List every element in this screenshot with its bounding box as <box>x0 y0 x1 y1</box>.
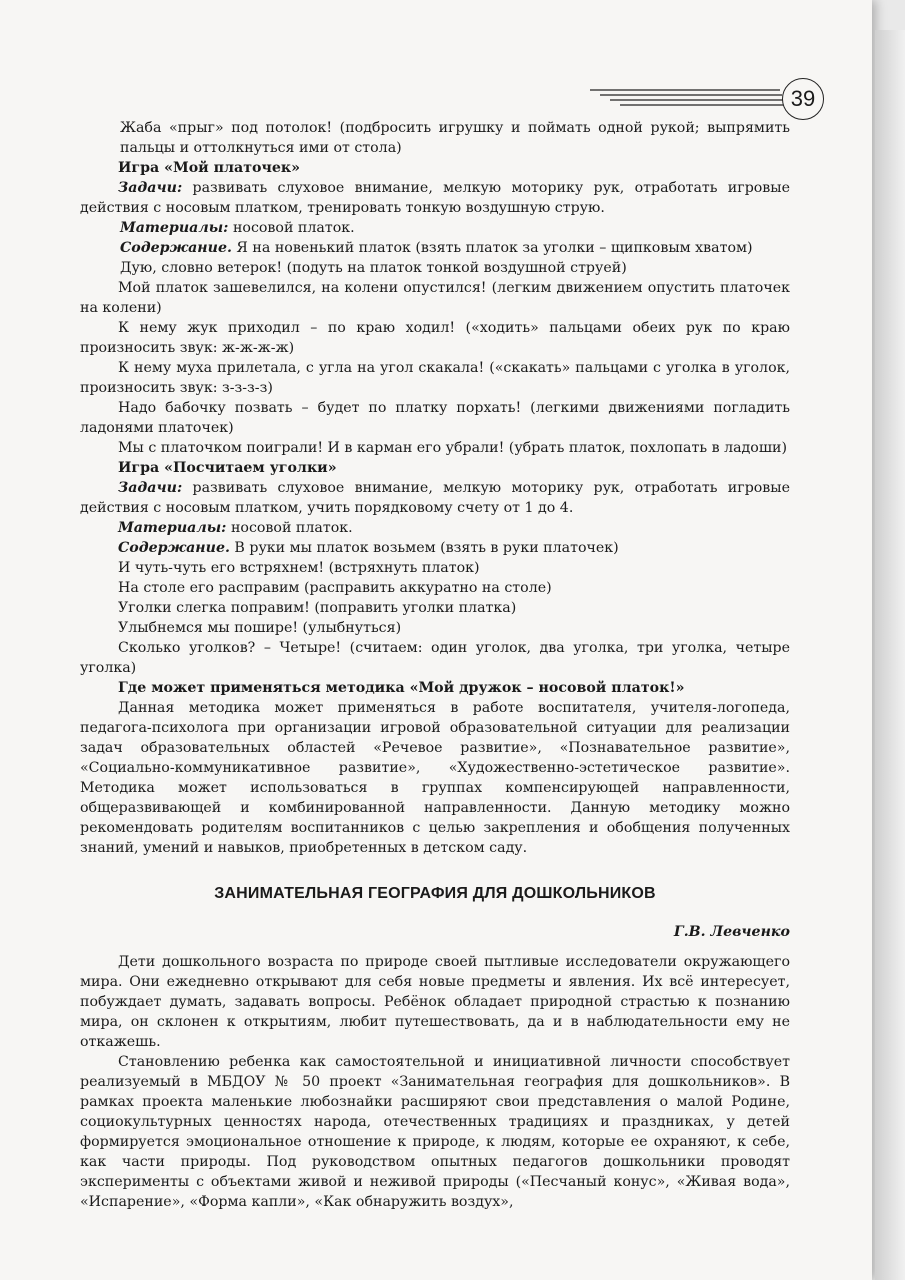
game2-line: На столе его расправим (расправить аккуратно на столе) <box>118 580 552 596</box>
game2-line: Уголки слегка поправим! (поправить уголки платка) <box>118 600 517 616</box>
game1-line: Мой платок зашевелился, на колени опустился! (легким движением опустить платочек на колени) <box>80 280 790 316</box>
game1-materials-text: носовой платок. <box>228 220 355 236</box>
game2-line: Сколько уголков? – Четыре! (считаем: один уголок, два уголка, три уголка, четыре уголка) <box>80 640 790 676</box>
rhyme-line <box>80 118 790 158</box>
game1-line: Надо бабочку позвать – будет по платку порхать! (легкими движениями погладить ладонями платочек) <box>80 400 790 436</box>
game2-materials-label: Материалы: <box>118 520 227 536</box>
game1-content <box>80 238 790 258</box>
game2-tasks <box>80 478 790 518</box>
game1-title: Игра «Мой платочек» <box>118 160 301 176</box>
article-title: ЗАНИМАТЕЛЬНАЯ ГЕОГРАФИЯ ДЛЯ ДОШКОЛЬНИКОВ <box>214 885 656 902</box>
game2-tasks-text: развивать слуховое внимание, мелкую моторику рук, отработать игровые действия с носовым платком, учить порядковому счету от 1 до 4. <box>80 480 790 516</box>
where-paragraph: Данная методика может применяться в работе воспитателя, учителя-логопеда, педагога-психолога при организации игровой образовательной ситуации для реализации задач образовательных областей «Речевое развитие», «Познавательное развитие», «Социально-коммуникативное развитие», «Художественно-эстетическое развитие». Методика может использоваться в группах компенсирующей направленности, общеразвивающей и комбинированной направленности. Данную методику можно рекомендовать родителям воспитанников с целью закрепления и обобщения полученных знаний, умений и навыков, приобретенных в детском саду. <box>80 700 790 856</box>
game2-tasks-label: Задачи: <box>118 480 183 496</box>
rhyme-text: Жаба «прыг» под потолок! (подбросить игрушку и поймать одной рукой; выпрямить пальцы и оттолкнуться ими от стола) <box>120 120 790 156</box>
header-decoration <box>590 82 790 112</box>
game1-tasks <box>80 178 790 218</box>
next-page-edge <box>875 30 905 1280</box>
game2-content-1: В руки мы платок возьмем (взять в руки платочек) <box>229 540 619 556</box>
game2-line: И чуть-чуть его встряхнем! (встряхнуть платок) <box>118 560 480 576</box>
where-title: Где может применяться методика «Мой дружок – носовой платок!» <box>118 680 685 696</box>
game1-content-label: Содержание. <box>120 240 232 256</box>
game1-tasks-label: Задачи: <box>118 180 183 196</box>
article-author: Г.В. Левченко <box>673 924 790 940</box>
game1-line: К нему муха прилетала, с угла на угол скакала! («скакать» пальцами с уголка в уголок, произносить звук: з-з-з-з) <box>80 360 790 396</box>
game1-line: К нему жук приходил – по краю ходил! («ходить» пальцами обеих рук по краю произносить звук: ж-ж-ж-ж) <box>80 320 790 356</box>
game2-materials-text: носовой платок. <box>226 520 353 536</box>
game2-materials <box>80 518 790 538</box>
game1-line: Мы с платочком поиграли! И в карман его убрали! (убрать платок, похлопать в ладоши) <box>118 440 788 456</box>
page-number: 39 <box>782 78 824 120</box>
page-body <box>80 118 790 1212</box>
game2-line: Улыбнемся мы пошире! (улыбнуться) <box>118 620 402 636</box>
game1-content-1: Я на новенький платок (взять платок за уголки – щипковым хватом) <box>231 240 753 256</box>
game1-tasks-text: развивать слуховое внимание, мелкую моторику рук, отработать игровые действия с носовым платком, тренировать тонкую воздушную струю. <box>80 180 790 216</box>
game1-line: Дую, словно ветерок! (подуть на платок тонкой воздушной струей) <box>120 260 627 276</box>
game1-materials-label: Материалы: <box>120 220 229 236</box>
game2-content <box>80 538 790 558</box>
article-paragraph-1: Дети дошкольного возраста по природе своей пытливые исследователи окружающего мира. Они ежедневно открывают для себя новые предметы и явления. Их всё интересует, побуждает думать, задавать вопросы. Ребёнок обладает природной страстью к познанию мира, он склонен к открытиям, любит путешествовать, да и в наблюдательности ему не откажешь. <box>80 954 790 1050</box>
article-paragraph-2: Становлению ребенка как самостоятельной и инициативной личности способствует реализуемый в МБДОУ № 50 проект «Занимательная география для дошкольников». В рамках проекта маленькие любознайки расширяют свои представления о малой Родине, социокультурных ценностях народа, отечественных традициях и праздниках, у детей формируется эмоциональное отношение к природе, к людям, которые ее охраняют, к себе, как части природы. Под руководством опытных педагогов дошкольники проводят эксперименты с объектами живой и неживой природы («Песчаный конус», «Живая вода», «Испарение», «Форма капли», «Как обнаружить воздух», <box>80 1054 790 1210</box>
game1-materials <box>80 218 790 238</box>
game2-title: Игра «Посчитаем уголки» <box>118 460 337 476</box>
game2-content-label: Содержание. <box>118 540 230 556</box>
